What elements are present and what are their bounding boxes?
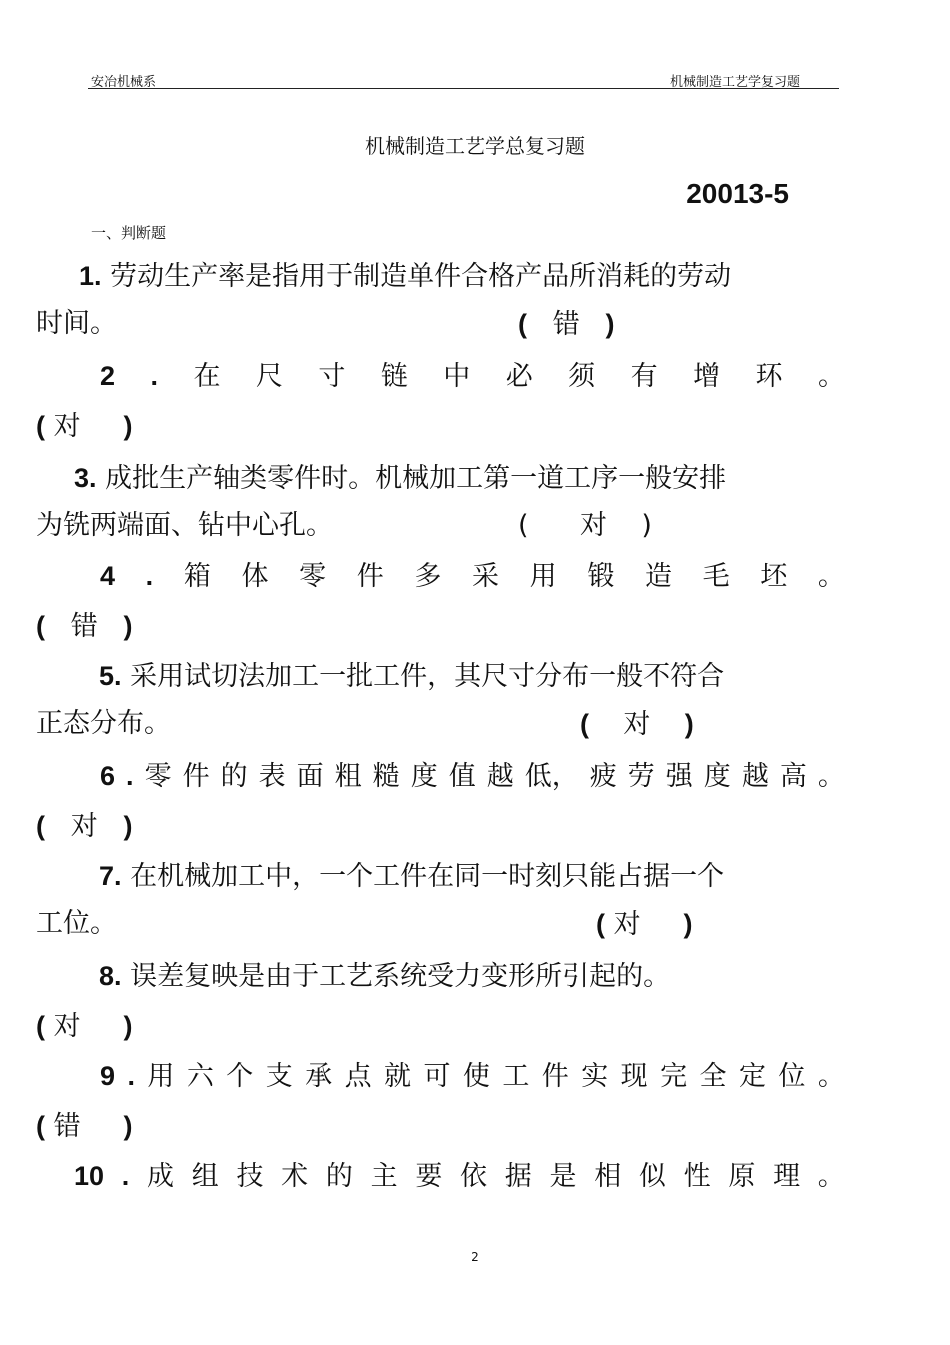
question-7-answer-value: 对: [613, 909, 641, 940]
question-9-char: 用: [147, 1061, 175, 1092]
header-department: 安冶机械系: [91, 75, 157, 90]
question-7-line-1: [99, 858, 724, 895]
question-6-char: 表: [258, 761, 286, 792]
question-7-number: 7.: [99, 861, 122, 891]
question-4-char: 坯: [760, 561, 788, 592]
question-1-answer-value: 错: [552, 309, 580, 340]
question-2-char: 必: [505, 361, 533, 392]
question-2-char: 链: [380, 361, 408, 392]
question-4-line-1: 4 . 箱 体 零 件 多 采 用 锻 造 毛 坯 。: [100, 558, 845, 595]
question-10-char: 是: [549, 1161, 577, 1192]
question-10-char: 相: [594, 1161, 622, 1192]
question-6-char: 高: [779, 761, 807, 792]
question-6-char: 越: [741, 761, 769, 792]
question-6-char: 的: [220, 761, 248, 792]
question-4-char: 零: [299, 561, 327, 592]
question-9-char: 全: [699, 1061, 727, 1092]
question-5-answer-value: 对: [623, 709, 651, 740]
question-8-answer-value: 对: [53, 1011, 81, 1042]
section-heading: 一、判断题: [91, 224, 167, 242]
question-5-text: 采用试切法加工一批工件，其尺寸分布一般不符合: [130, 661, 725, 692]
question-1-text: 劳动生产率是指用于制造单件合格产品所消耗的劳动: [110, 261, 732, 292]
question-6-char: 越: [486, 761, 514, 792]
question-9-answer: ( 错 ): [36, 1111, 133, 1142]
question-6-number: 6: [100, 761, 116, 791]
question-9-char: 可: [423, 1061, 451, 1092]
question-10-char: 主: [370, 1161, 398, 1192]
question-3-number: 3.: [74, 463, 97, 493]
question-10-number: 10: [74, 1161, 105, 1191]
question-9-char: 使: [462, 1061, 490, 1092]
question-4-char: 箱: [183, 561, 211, 592]
question-9-answer-value: 错: [53, 1111, 81, 1142]
question-4-char: 件: [356, 561, 384, 592]
question-10-char: 理: [773, 1161, 801, 1192]
question-8-number: 8.: [99, 961, 122, 991]
question-2-char: 在: [193, 361, 221, 392]
question-6-char: 件: [182, 761, 210, 792]
question-9-char: 就: [384, 1061, 412, 1092]
question-10-char: 要: [415, 1161, 443, 1192]
question-10-char: 依: [460, 1161, 488, 1192]
question-8-answer: ( 对 ): [36, 1011, 133, 1042]
question-10-char: 原: [728, 1161, 756, 1192]
question-6-char: 面: [296, 761, 324, 792]
question-2-char: 。: [817, 361, 845, 392]
question-7-line-2: 工位。: [36, 908, 117, 939]
question-10-char: 术: [281, 1161, 309, 1192]
question-4-char: 毛: [702, 561, 730, 592]
question-9-char: 现: [620, 1061, 648, 1092]
question-1-number: 1.: [79, 261, 102, 291]
question-4-answer-value: 错: [70, 611, 98, 642]
question-1-line-1: [79, 258, 731, 295]
question-2-char: 须: [568, 361, 596, 392]
question-7-text: 在机械加工中，一个工件在同一时刻只能占据一个: [130, 861, 725, 892]
question-8-text: 误差复映是由于工艺系统受力变形所引起的。: [130, 961, 671, 992]
question-2-answer: ( 对 ): [36, 411, 133, 442]
question-5-answer: ( 对 ): [580, 709, 694, 740]
question-6-line-1: 6 . 零 件 的 表 面 粗 糙 度 值 越 低， 疲 劳 强 度 越 高 。: [100, 758, 845, 795]
question-4-char: 用: [529, 561, 557, 592]
question-9-line-1: 9 . 用 六 个 支 承 点 就 可 使 工 件 实 现 完 全 定 位 。: [100, 1058, 845, 1095]
question-6-char: 劳: [627, 761, 655, 792]
question-9-char: 六: [186, 1061, 214, 1092]
question-4-answer: ( 错 ): [36, 611, 133, 642]
question-4-char: 。: [817, 561, 845, 592]
question-6-char: 度: [410, 761, 438, 792]
question-2-char: 增: [693, 361, 721, 392]
question-6-char: 度: [703, 761, 731, 792]
question-5-number: 5.: [99, 661, 122, 691]
question-6-char: 粗: [334, 761, 362, 792]
question-2-char: 寸: [318, 361, 346, 392]
question-9-char: 个: [226, 1061, 254, 1092]
question-4-char: 造: [644, 561, 672, 592]
question-9-char: 点: [344, 1061, 372, 1092]
question-4-char: 锻: [587, 561, 615, 592]
question-9-char: 位: [778, 1061, 806, 1092]
question-2-answer-value: 对: [53, 411, 81, 442]
question-4-number: 4: [100, 561, 116, 591]
question-10-char: 技: [236, 1161, 264, 1192]
question-2-char: 中: [443, 361, 471, 392]
question-6-answer: ( 对 ): [36, 811, 133, 842]
page-number: 2: [471, 1250, 479, 1264]
question-3-line-1: [74, 460, 726, 497]
question-10-line-1: 10 . 成 组 技 术 的 主 要 依 据 是 相 似 性 原 理 。: [74, 1158, 845, 1195]
question-9-char: 件: [541, 1061, 569, 1092]
question-2-char: 环: [755, 361, 783, 392]
question-9-char: 承: [305, 1061, 333, 1092]
question-9-char: 工: [502, 1061, 530, 1092]
date-label: 20013-5: [686, 178, 789, 209]
question-1-line-2: 时间。: [36, 308, 117, 339]
question-2-number: 2: [100, 361, 116, 391]
question-6-char: 低，: [524, 761, 579, 792]
question-2-char: 有: [630, 361, 658, 392]
question-10-char: 性: [683, 1161, 711, 1192]
question-10-char: 。: [817, 1161, 845, 1192]
question-7-answer: ( 对 ): [596, 909, 693, 940]
question-9-number: 9: [100, 1061, 116, 1091]
question-10-char: 的: [325, 1161, 353, 1192]
question-5-line-2: 正态分布。: [36, 708, 171, 739]
header-rule: [88, 88, 839, 89]
question-6-char: 零: [144, 761, 172, 792]
question-1-answer: ( 错 ): [518, 309, 615, 340]
question-5-line-1: [99, 658, 724, 695]
question-10-char: 据: [504, 1161, 532, 1192]
question-4-char: 采: [472, 561, 500, 592]
question-6-char: 强: [665, 761, 693, 792]
question-9-char: 完: [660, 1061, 688, 1092]
question-4-char: 多: [414, 561, 442, 592]
question-6-char: 。: [817, 761, 845, 792]
question-3-text: 成批生产轴类零件时。机械加工第一道工序一般安排: [105, 463, 727, 494]
question-2-char: 尺: [255, 361, 283, 392]
question-6-char: 糙: [372, 761, 400, 792]
question-9-char: 。: [817, 1061, 845, 1092]
question-3-answer: ( 对 ): [518, 510, 652, 541]
header-doc-title: 机械制造工艺学复习题: [669, 75, 800, 90]
question-2-line-1: 2 . 在 尺 寸 链 中 必 须 有 增 环 。: [100, 358, 845, 395]
page-title: 机械制造工艺学总复习题: [365, 134, 585, 158]
question-9-char: 实: [581, 1061, 609, 1092]
question-4-char: 体: [241, 561, 269, 592]
question-8-line-1: [99, 958, 670, 995]
question-10-char: 组: [191, 1161, 219, 1192]
question-9-char: 定: [738, 1061, 766, 1092]
question-6-char: 值: [448, 761, 476, 792]
question-9-char: 支: [265, 1061, 293, 1092]
question-6-char: 疲: [589, 761, 617, 792]
question-6-answer-value: 对: [70, 811, 98, 842]
question-10-char: 成: [147, 1161, 174, 1192]
question-10-char: 似: [638, 1161, 666, 1192]
question-3-line-2: 为铣两端面、钻中心孔。: [36, 510, 333, 541]
question-3-answer-value: 对: [580, 510, 608, 541]
